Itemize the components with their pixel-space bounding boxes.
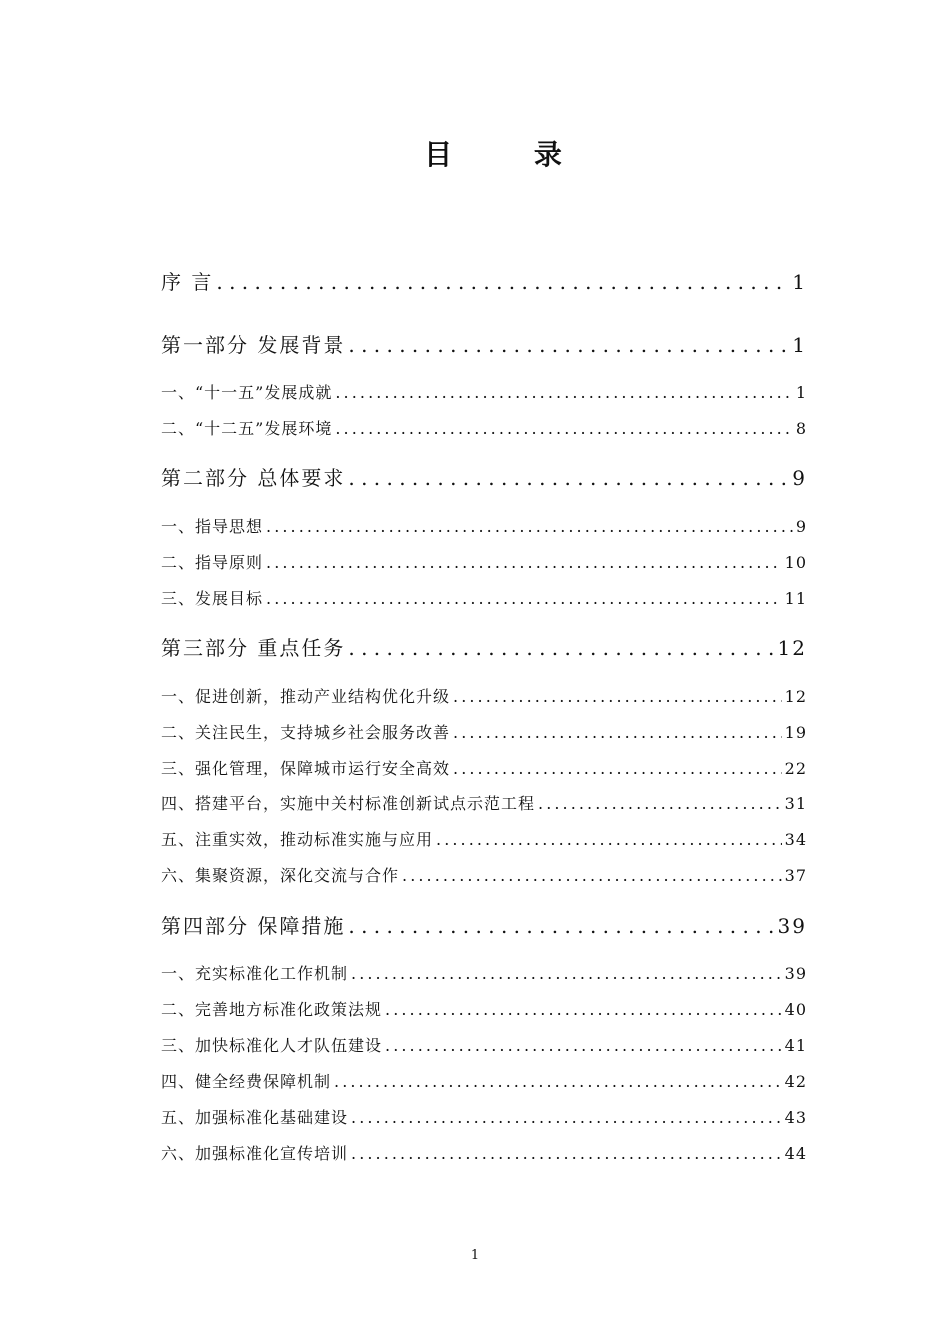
toc-entry-label: 二、“十二五”发展环境: [161, 419, 333, 438]
toc-title: 目 录: [424, 138, 598, 171]
toc-entry-label: 第二部分 总体要求: [161, 466, 346, 490]
dot-leader: [351, 1144, 782, 1163]
toc-entry-part-1[interactable]: [161, 329, 807, 358]
toc-entry-label: 二、完善地方标准化政策法规: [161, 1000, 383, 1019]
toc-entry-page: 12: [777, 636, 807, 660]
dot-leader: [351, 1108, 782, 1127]
toc-entry-page: 8: [795, 419, 807, 438]
toc-entry-page: 9: [795, 517, 807, 536]
toc-entry-label: 第一部分 发展背景: [161, 333, 346, 357]
toc-entry-label: 第三部分 重点任务: [161, 636, 346, 660]
dot-leader: [216, 270, 789, 294]
toc-entry-page: 44: [784, 1144, 807, 1163]
dot-leader: [453, 687, 782, 706]
toc-entry-label: 六、加强标准化宣传培训: [161, 1144, 349, 1163]
toc-entry-label: 二、指导原则: [161, 553, 264, 572]
toc-entry-page: 37: [784, 866, 807, 885]
toc-entry-preface[interactable]: [161, 266, 807, 295]
toc-entry-page: 41: [784, 1036, 807, 1055]
toc-entry-3-1[interactable]: [161, 684, 807, 707]
toc-entry-page: 40: [784, 1000, 807, 1019]
toc-entry-1-1[interactable]: [161, 380, 807, 403]
toc-entry-part-3[interactable]: [161, 632, 807, 661]
toc-entry-page: 39: [777, 914, 807, 938]
toc-entry-page: 1: [795, 383, 807, 402]
toc-entry-4-2[interactable]: [161, 997, 807, 1020]
dot-leader: [335, 419, 792, 438]
dot-leader: [335, 383, 792, 402]
dot-leader: [385, 1036, 782, 1055]
toc-entry-page: 19: [784, 723, 807, 742]
toc-entry-label: 五、加强标准化基础建设: [161, 1108, 349, 1127]
dot-leader: [334, 1072, 782, 1091]
toc-entry-page: 9: [792, 466, 807, 490]
toc-entry-page: 43: [784, 1108, 807, 1127]
dot-leader: [266, 553, 782, 572]
page-number: 1: [470, 1248, 480, 1263]
toc-entry-label: 三、加快标准化人才队伍建设: [161, 1036, 383, 1055]
toc-entry-label: 六、集聚资源，深化交流与合作: [161, 866, 400, 885]
toc-entry-page: 1: [792, 333, 807, 357]
toc-entry-3-2[interactable]: [161, 720, 807, 743]
toc-entry-page: 31: [784, 794, 807, 813]
toc-entry-3-5[interactable]: [161, 827, 807, 850]
dot-leader: [348, 333, 789, 357]
toc-entry-label: 一、指导思想: [161, 517, 264, 536]
toc-entry-label: 四、搭建平台，实施中关村标准创新试点示范工程: [161, 794, 536, 813]
dot-leader: [348, 466, 789, 490]
toc-entry-3-4[interactable]: [161, 791, 807, 814]
toc-entry-page: 22: [784, 759, 807, 778]
toc-entry-2-1[interactable]: [161, 514, 807, 537]
toc-entry-page: 39: [784, 964, 807, 983]
toc-entry-label: 一、促进创新，推动产业结构优化升级: [161, 687, 451, 706]
toc-entry-3-6[interactable]: [161, 863, 807, 886]
toc-entry-page: 42: [784, 1072, 807, 1091]
toc-entry-part-4[interactable]: [161, 910, 807, 939]
toc-entry-2-2[interactable]: [161, 550, 807, 573]
toc-entry-label: 三、强化管理，保障城市运行安全高效: [161, 759, 451, 778]
dot-leader: [453, 759, 782, 778]
toc-entry-4-4[interactable]: [161, 1069, 807, 1092]
toc-entry-label: 三、发展目标: [161, 589, 264, 608]
toc-entry-label: 四、健全经费保障机制: [161, 1072, 332, 1091]
dot-leader: [385, 1000, 782, 1019]
toc-entry-label: 五、注重实效，推动标准实施与应用: [161, 830, 434, 849]
dot-leader: [351, 964, 782, 983]
dot-leader: [436, 830, 782, 849]
dot-leader: [538, 794, 782, 813]
toc-entry-2-3[interactable]: [161, 586, 807, 609]
toc-entry-page: 34: [784, 830, 807, 849]
dot-leader: [348, 914, 774, 938]
toc-entry-4-5[interactable]: [161, 1105, 807, 1128]
toc-entry-4-3[interactable]: [161, 1033, 807, 1056]
toc-entry-4-6[interactable]: [161, 1141, 807, 1164]
toc-entry-4-1[interactable]: [161, 961, 807, 984]
dot-leader: [348, 636, 774, 660]
dot-leader: [453, 723, 782, 742]
toc-entry-label: 序 言: [161, 270, 214, 294]
toc-entry-3-3[interactable]: [161, 756, 807, 779]
toc-entry-page: 1: [792, 270, 807, 294]
toc-entry-label: 一、“十一五”发展成就: [161, 383, 333, 402]
toc-entry-part-2[interactable]: [161, 462, 807, 491]
toc-entry-page: 12: [784, 687, 807, 706]
toc-entry-label: 二、关注民生，支持城乡社会服务改善: [161, 723, 451, 742]
dot-leader: [266, 517, 793, 536]
toc-entry-page: 10: [784, 553, 807, 572]
toc-entry-label: 第四部分 保障措施: [161, 914, 346, 938]
toc-entry-label: 一、充实标准化工作机制: [161, 964, 349, 983]
toc-entry-page: 11: [784, 589, 807, 608]
dot-leader: [402, 866, 782, 885]
toc-entry-1-2[interactable]: [161, 416, 807, 439]
dot-leader: [266, 589, 782, 608]
